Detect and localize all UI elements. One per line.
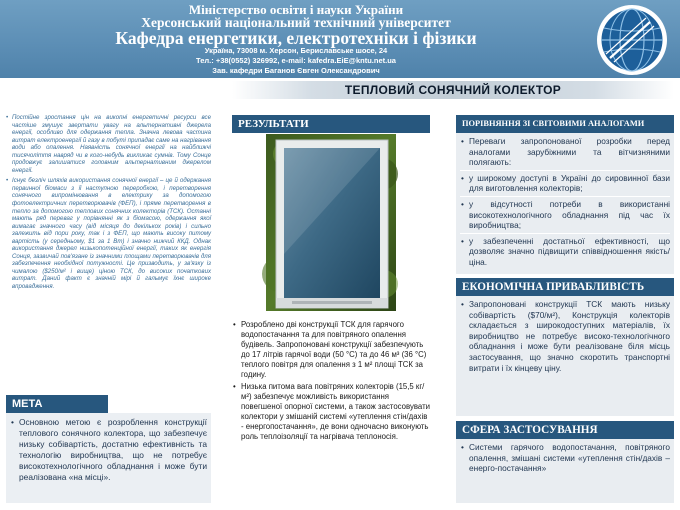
economy-heading: ЕКОНОМІЧНА ПРИВАБЛИВІСТЬ [456,278,674,296]
application-item: • Системи гарячого водопостачання, повітряного опалення, змішані системи «утеплення стін/дахів – енерго-постачання» [460,442,670,474]
university-logo-icon [596,4,668,76]
address-line: Україна, 73008 м. Херсон, Бериславське шосе, 24 [204,46,388,55]
results-heading: РЕЗУЛЬТАТИ [232,115,430,133]
goal-heading: МЕТА [6,395,108,413]
economy-item: • Запропоновані конструкції ТСК мають низьку собівартість ($70/м²), Конструкція колекторів складається з широкодоступних матеріалів, їх виробництво не потребує високо-технологічного обладнання і може бути реалізоване біля місць застосування, що значно скоротить транспортні витрати і їх кінцеву ціну. [460,299,670,373]
header-banner [0,0,680,78]
results-item: • Низька питома вага повітряних колекторів (15,5 кг/м²) забезпечує можливість використання повегшеної опорної системи, а також застосовувати колектори у змішаній системі «утеплення стін/дахів - енергопостачання», де вони одночасно виконують роль теплоізоляції та нагрівача теплоносія. [232,382,432,441]
intro-list [6,114,211,294]
comparison-item: • у відсутності потреби в використанні високотехнологічного обладнання під час їх виробництва; [460,199,670,234]
results-item: • Розроблено дві конструкції ТСК для гарячого водопостачання та для повітряного опалення будівель. Запропоновані конструкції забезпечують до 17 літрів гарячої води (50 °С) та до 46 м³ (36 °С) теплого повітря для опалення з 1 м² площі ТСК за годину. [232,320,432,379]
solar-collector-photo [232,134,430,311]
application-heading: СФЕРА ЗАСТОСУВАННЯ [456,421,674,439]
goal-item: • Основною метою є розроблення конструкції теплового сонячного колектора, що забезпечує низьку собівартість, достатню ефективність та технологію виробництва, що не потребує високотехнологічного обладнання і може бути реалізована «на місці». [10,417,207,482]
intro-paragraph: • Постійне зростання цін на викопні енергетичні ресурси все частіше змушує звертати увагу на альтернативні джерела енергії, особливо для одержання тепла. Значна левова частина витрат електроенергії й газу в побуті припадає саме на нагрівання води або опалення. Наявність сонячної енергії на найближчі тисячоліття навряд чи в кого-небудь викликає сумнів. Тому Сонце продовжує залишатися головним альтернативним джерелом енергії. [6,114,211,174]
comparison-item: • Переваги запропонованої розробки перед аналогами зарубіжними та вітчизняними полягають: [460,136,670,171]
comparison-heading: ПОРІВНЯННЯ ЗІ СВІТОВИМИ АНАЛОГАМИ [456,115,674,133]
head-of-department: Зав. кафедри Баганов Євген Олександрович [212,66,380,75]
comparison-panel [456,133,674,274]
ministry-name: Міністерство освіти і науки України [188,2,404,17]
solar-collector-image [232,134,430,311]
contacts-line: Тел.: +38(0552) 326992, e-mail: kafedra.EiE@kntu.net.ua [196,56,396,65]
economy-panel [456,296,674,416]
goal-panel [6,413,211,503]
comparison-item: • у забезпеченні достатньої ефективності, що дозволяє значно підвищити співвідношення якість/ціна. [460,236,670,270]
intro-paragraph: • Існує безліч шляхів використання сонячної енергії – це й одержання первинної біомаси з її наступною переробкою, і перетворення сонячного випромінювання в електрику за допомогою фотоелектричних перетворювачів (ФЕП), і пряме перетворення в тепло за допомогою теплових сонячних колекторів (ТСК). Останні мають ряд переваг у порівнянні як з біомасою, одержання якої вимагає значного часу (від місяця до декількох років) і сильно залежить від пори року, так і з ФЕП, що мають високу питому вартість (у середньому, $1 за 1 Вт) і значно нижчий ККД. Однак використання джерел низькопотенційної енергії, таких як енергія Сонця, зазвичай пов'язане із значними площами перетворювачів для забезпечення необхідної потужності. Це призводить, у зв'язку із чималою ($250/м² і вище) ціною ТСК, до високих початкових витрат. Даний факт є значній мірі й гальмує їхнє широке впровадження. [6,177,211,290]
application-panel [456,439,674,503]
results-list [232,320,432,445]
university-name: Херсонський національний технічний університет [141,15,451,30]
poster-title: ТЕПЛОВИЙ СОНЯЧНИЙ КОЛЕКТОР [232,81,674,99]
department-name: Кафедра енергетики, електротехніки і фізики [115,28,477,48]
comparison-item: • у широкому доступі в Україні до сировинної бази для виготовлення колекторів; [460,173,670,197]
